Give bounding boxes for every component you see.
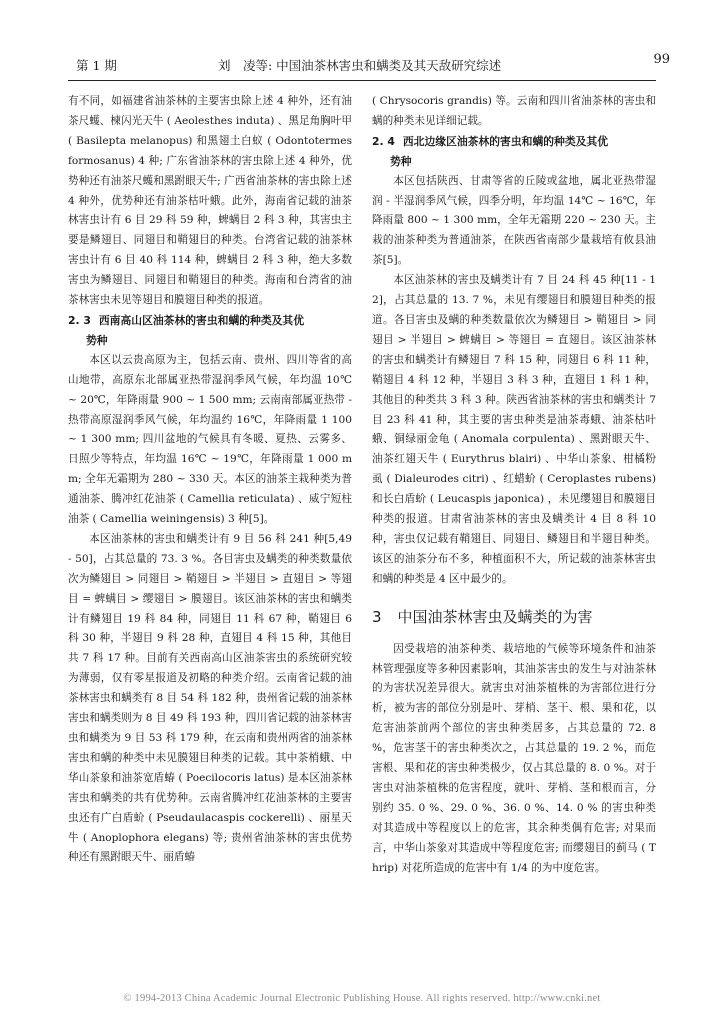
paragraph: 因受栽培的油茶种类、栽培地的气候等环境条件和油茶林管理强度等多种因素影响，其油茶害虫的发生与对油茶林的为害状况差异很大。就害虫对油茶植株的为害部位进行分析，被为害的部位分别是叶、芽梢、茎干、根、果和花，以危害油茶前两个部位的害虫种类居多，占其总量的 72. 8 %，危害茎干的害虫种类次之，占其总量的 19. 2 %，而危害根、果和花的害虫种类极少，仅占其总量的 8. 0 %。对于害虫对油茶植株的危害程度，就叶、芽梢、茎和根而言，分别约 35. 0 %、29. 0 %、36. 0 %、14. 0 % 的害虫种类对其造成中等程度以上的危害，其余种类偶有危害; 对果而言，中华山茶象对其造成中等程度危害; 而缨翅目的蓟马 ( Thrip) 对花所造成的危害中有 1/4 的为中度危害。 bbox=[372, 642, 656, 874]
subsection-heading-2-3 bbox=[68, 311, 352, 351]
right-column bbox=[372, 92, 656, 879]
paragraph: 本区以云贵高原为主，包括云南、贵州、四川等省的高山地带，高原东北部属亚热带湿润季风气候，年均温 10℃ ~ 20℃，年降雨量 900 ~ 1 500 mm; 云南南部属亚热带 - 热带高原湿润季风气候，年均温约 16℃，年降雨量 1 100 ~ 1 300 mm; 四川盆地的气候具有冬暖、夏热、云雾多、日照少等特点，年均温 16℃ ~ 19℃，年降雨量 1 000 mm; 全年无霜期为 280 ~ 330 天。本区的油茶主栽种类为普通油茶、腾冲红花油茶 ( Camellia reticulata) 、威宁短柱油茶 ( Camellia weiningensis) 3 种[5]。 bbox=[68, 353, 352, 526]
paragraph: 本区油茶林的害虫及螨类计有 7 目 24 科 45 种[11 - 12]，占其总量的 13. 7 %，未见有缨翅目和膜翅目种类的报道。各目害虫及螨的种类数量依次为鳞翅目 > 鞘翅目 > 同翅目 > 半翅目 > 蜱螨目 > 等翅目 = 直翅目。该区油茶林的害虫和螨类计有鳞翅目 7 科 15 种，同翅目 6 科 11 种，鞘翅目 4 科 12 种，半翅目 3 科 3 种，直翅目 1 科 1 种，其他目的种类共 3 科 3 种。陕西省油茶林的害虫和螨类计 7 目 23 科 41 种，其主要的害虫种类是油茶毒蛾、油茶枯叶蛾、铜绿丽金龟 ( Anomala corpulenta) 、黑跗眼天牛、油茶红翅天牛 ( Eurythrus blairi) 、中华山茶象、柑橘粉虱 ( Dialeurodes citri) 、红蜡蚧 ( Ceroplastes rubens) 和长白盾蚧 ( Leucaspis japonica) ，未见缨翅目和膜翅目种类的报道。甘肃省油茶林的害虫及螨类计 4 目 8 科 10 种，害虫仅记载有鞘翅目、同翅目、鳞翅目和半翅目种类。该区的油茶分布不多，种植面积不大，所记载的油茶林害虫和螨的种类是 4 区中最少的。 bbox=[372, 274, 656, 585]
copyright-footer: © 1994-2013 China Academic Journal Electronic Publishing House. All rights reserved. http://www.cnki.net bbox=[123, 993, 601, 1004]
header-rule bbox=[68, 80, 656, 81]
heading-text: 西南高山区油茶林的害虫和螨的种类及其优 bbox=[98, 313, 305, 327]
heading-number: 2. 3 bbox=[68, 313, 91, 327]
page-number: 99 bbox=[653, 52, 670, 67]
paragraph: 有不同，如福建省油茶林的主要害虫除上述 4 种外，还有油茶尺蠖、楝闪光天牛 ( Aeolesthes induta) 、黑足角胸叶甲 ( Basilepta melanopus) 和黑翅土白蚁 ( Odontotermes formosanus) 4 种; 广东省油茶林的害虫除上述 4 种外，优势种还有油茶尺蠖和黑跗眼天牛; 广西省油茶林的害虫除上述 4 种外，优势种还有油茶枯叶蛾。此外，海南省记载的油茶林害虫计有 6 目 29 科 59 种，蜱螨目 2 科 3 种，其害虫主要是鳞翅目、同翅目和鞘翅目的种类。台湾省记载的油茶林害虫计有 6 目 40 科 114 种，蜱螨目 2 科 3 种，绝大多数害虫为鳞翅目、同翅目和鞘翅目的种类。海南和台湾省的油茶林害虫未见等翅目和膜翅目种类的报道。 bbox=[68, 95, 352, 307]
heading-text-continued: 势种 bbox=[390, 154, 412, 168]
paragraph: 本区包括陕西、甘肃等省的丘陵或盆地，属北亚热带湿润 - 半湿润季风气候，四季分明，年均温 14℃ ~ 16℃，年降雨量 800 ~ 1 300 mm，全年无霜期 220 ~ 230 天。主栽的油茶种类为普通油茶，在陕西省南部少量栽培有攸县油茶[5]。 bbox=[372, 174, 656, 267]
running-title: 刘 凌等: 中国油茶林害虫和螨类及其天敌研究综述 bbox=[218, 58, 502, 73]
paragraph: 本区油茶林的害虫和螨类计有 9 目 56 科 241 种[5,49 - 50]，占其总量的 73. 3 %。各目害虫及螨类的种类数量依次为鳞翅目 > 同翅目 > 鞘翅目 > 半翅目 > 直翅目 > 等翅目 = 蜱螨目 > 缨翅目 > 膜翅目。该区油茶林的害虫和螨类计有鳞翅目 19 科 84 种，同翅目 11 科 67 种，鞘翅目 6 科 30 种，半翅目 9 科 28 种，直翅目 4 科 15 种，其他目共 7 科 17 种。目前有关西南高山区油茶害虫的系统研究较为薄弱，仅有零星报道及初略的种类介绍。云南省记载的油茶林害虫和螨类有 8 目 54 科 182 种，贵州省记载的油茶林害虫和螨类则为 8 目 49 科 193 种，四川省记载的油茶林害虫和螨类为 9 目 53 科 179 种，在云南和贵州两省的油茶林害虫和螨的种类中未见膜翅目种类的记载。其中茶梢蛾、中华山茶象和油茶宽盾蝽 ( Poecilocoris latus) 是本区油茶林害虫和螨类的共有优势种。云南省腾冲红花油茶林的主要害虫还有广白盾蚧 ( Pseudaulacaspis cockerelli) 、丽星天牛 ( Anoplophora elegans) 等; 贵州省油茶林的害虫优势种还有黑跗眼天牛、丽盾蝽 bbox=[68, 532, 352, 864]
heading-text-continued: 势种 bbox=[86, 333, 108, 347]
issue-number: 第 1 期 bbox=[76, 58, 117, 73]
section-number: 3 bbox=[372, 607, 382, 626]
left-column bbox=[68, 92, 352, 868]
section-title-text: 中国油茶林害虫及螨类的为害 bbox=[397, 607, 593, 626]
heading-text: 西北边缘区油茶林的害虫和螨的种类及其优 bbox=[402, 134, 609, 148]
subsection-heading-2-4 bbox=[372, 132, 656, 172]
heading-number: 2. 4 bbox=[372, 134, 395, 148]
section-heading-3 bbox=[372, 606, 656, 628]
page-header bbox=[68, 52, 670, 78]
paragraph: ( Chrysocoris grandis) 等。云南和四川省油茶林的害虫和螨的种类未见详细记载。 bbox=[372, 95, 656, 127]
